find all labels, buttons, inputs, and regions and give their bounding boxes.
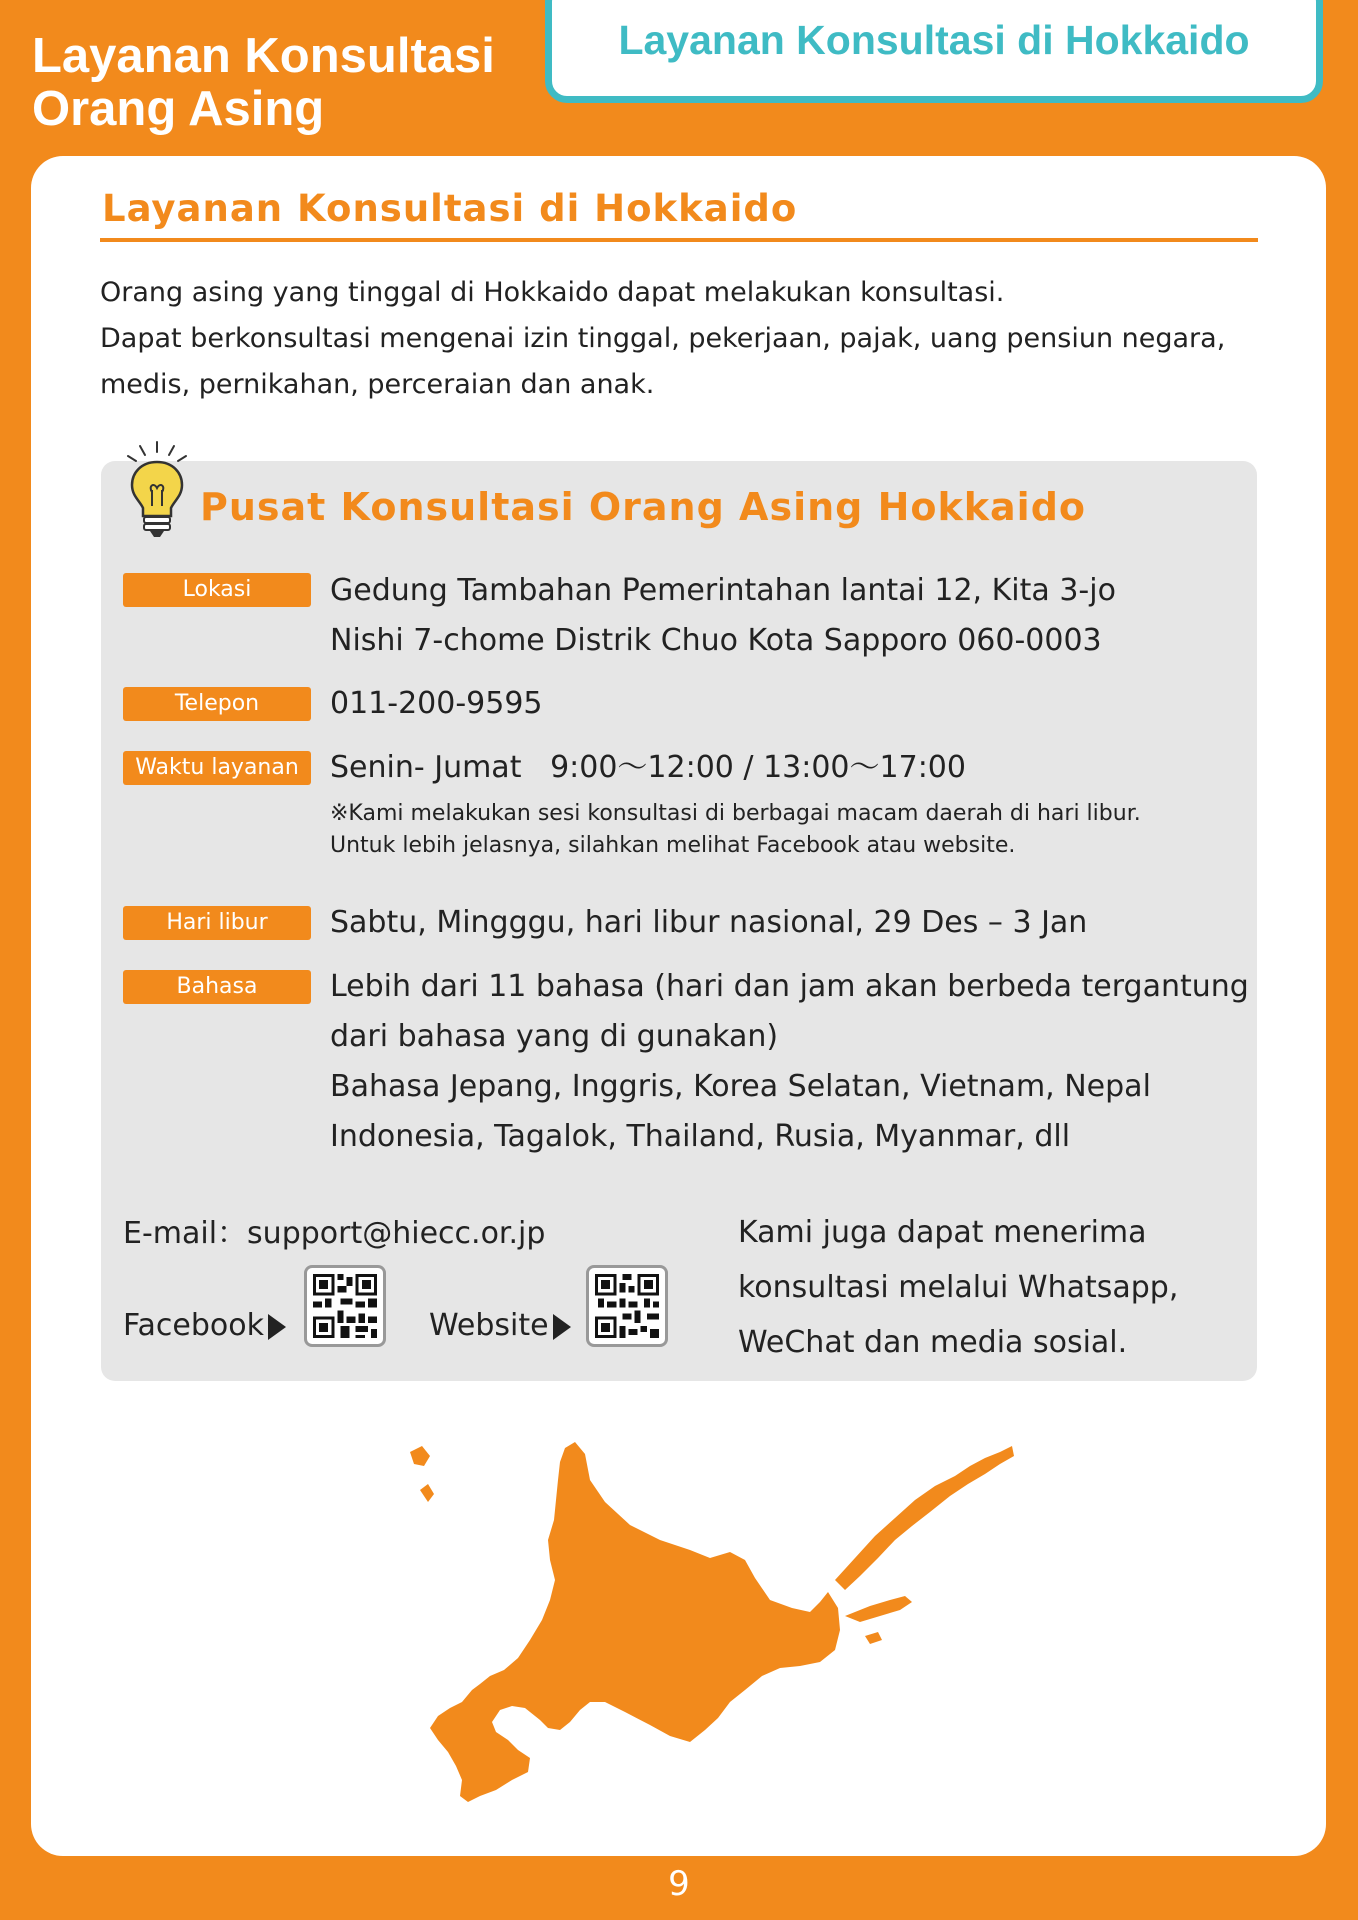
holidays-label: Hari libur	[123, 906, 311, 940]
qr-pattern	[595, 1274, 659, 1338]
page-number: 9	[668, 1864, 690, 1904]
holidays-value: Sabtu, Mingggu, hari libur nasional, 29 Des – 3 Jan	[330, 905, 1088, 940]
section-title-underline	[100, 238, 1258, 242]
phone-value: 011-200-9595	[330, 686, 543, 721]
social-media-note-line: WeChat dan media sosial.	[738, 1325, 1128, 1360]
languages-line: Lebih dari 11 bahasa (hari dan jam akan berbeda tergantung	[330, 969, 1249, 1004]
social-media-note-line: Kami juga dapat menerima	[738, 1215, 1147, 1250]
website-label: Website	[429, 1308, 549, 1343]
languages-line: Indonesia, Tagalok, Thailand, Rusia, Myanmar, dll	[330, 1119, 1071, 1154]
hours-label: Waktu layanan	[123, 751, 311, 785]
facebook-qr-code[interactable]	[304, 1265, 386, 1347]
phone-label: Telepon	[123, 687, 311, 721]
social-media-note-line: konsultasi melalui Whatsapp,	[738, 1270, 1179, 1305]
hours-value: Senin- Jumat 9:00～12:00 / 13:00～17:00	[330, 750, 966, 785]
intro-paragraph	[100, 270, 1270, 408]
address-line: Gedung Tambahan Pemerintahan lantai 12, Kita 3-jo	[330, 573, 1116, 608]
chapter-tab-label: Layanan Konsultasi di Hokkaido	[618, 17, 1250, 63]
booklet-title-line-1: Layanan Konsultasi	[32, 29, 495, 83]
website-link[interactable]	[429, 1308, 571, 1343]
social-media-note	[738, 1205, 1238, 1370]
address-line: Nishi 7-chome Distrik Chuo Kota Sapporo 060-0003	[330, 623, 1102, 658]
intro-line: Dapat berkonsultasi mengenai izin tinggal, pekerjaan, pajak, uang pensiun negara,	[100, 323, 1226, 354]
languages-label: Bahasa	[123, 970, 311, 1004]
languages-line: Bahasa Jepang, Inggris, Korea Selatan, Vietnam, Nepal	[330, 1069, 1151, 1104]
facebook-link[interactable]	[123, 1308, 286, 1343]
section-title: Layanan Konsultasi di Hokkaido	[102, 187, 798, 230]
website-qr-code[interactable]	[586, 1265, 668, 1347]
intro-line: Orang asing yang tinggal di Hokkaido dapat melakukan konsultasi.	[100, 277, 1005, 308]
arrow-right-icon	[553, 1314, 571, 1340]
hokkaido-map	[400, 1440, 1020, 1820]
intro-line: medis, pernikahan, perceraian dan anak.	[100, 369, 655, 400]
chapter-tab	[545, 0, 1323, 103]
booklet-title	[32, 30, 495, 136]
lightbulb-icon	[122, 440, 192, 540]
location-value	[330, 566, 1116, 666]
email-address[interactable]: E-mail：support@hiecc.or.jp	[123, 1216, 546, 1251]
center-title: Pusat Konsultasi Orang Asing Hokkaido	[200, 485, 1087, 529]
hours-note-line: ※Kami melakukan sesi konsultasi di berbagai macam daerah di hari libur.	[330, 801, 1141, 826]
booklet-title-line-2: Orang Asing	[32, 82, 325, 136]
arrow-right-icon	[268, 1314, 286, 1340]
qr-pattern	[313, 1274, 377, 1338]
hours-note-line: Untuk lebih jelasnya, silahkan melihat Facebook atau website.	[330, 833, 1016, 858]
languages-value	[330, 962, 1249, 1162]
hours-note	[330, 798, 1141, 862]
facebook-label: Facebook	[123, 1308, 264, 1343]
languages-line: dari bahasa yang di gunakan)	[330, 1019, 779, 1054]
location-label: Lokasi	[123, 573, 311, 607]
